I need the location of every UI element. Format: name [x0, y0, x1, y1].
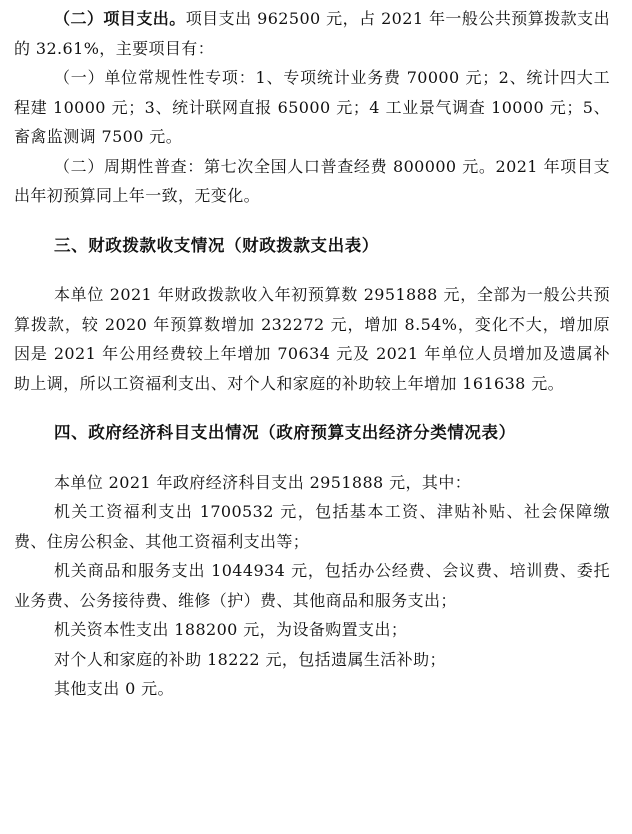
spacer: [14, 398, 610, 418]
capital-expenditure-paragraph: 机关资本性支出 188200 元，为设备购置支出；: [54, 620, 408, 639]
spacer: [14, 211, 610, 231]
project-expenditure-lead: （二）项目支出。: [54, 9, 186, 28]
wage-welfare-paragraph: 机关工资福利支出 1700532 元，包括基本工资、津贴补贴、社会保障缴费、住房公积金、其他工资福利支出等；: [14, 502, 610, 551]
other-expenditure-paragraph: 其他支出 0 元。: [54, 679, 174, 698]
section-4-heading: 四、政府经济科目支出情况（政府预算支出经济分类情况表）: [54, 423, 516, 442]
periodic-census-paragraph: （二）周期性普查：第七次全国人口普查经费 800000 元。2021 年项目支出年初预算同上年一致，无变化。: [14, 156, 610, 205]
economic-subject-summary: 本单位 2021 年政府经济科目支出 2951888 元，其中：: [54, 472, 472, 492]
goods-services-paragraph: 机关商品和服务支出 1044934 元，包括办公经费、会议费、培训费、委托业务费、公务接待费、维修（护）费、其他商品和服务支出；: [14, 561, 610, 610]
project-expenditure-paragraph: [14, 4, 610, 63]
regular-projects-paragraph: （一）单位常规性性专项：1、专项统计业务费 70000 元；2、统计四大工程建 10000 元；3、统计联网直报 65000 元；4 工业景气调查 10000 元；5、畜禽监测调 7500 元。: [14, 68, 610, 146]
section-3-heading: 三、财政拨款收支情况（财政拨款支出表）: [54, 235, 379, 255]
fiscal-allocation-paragraph: 本单位 2021 年财政拨款收入年初预算数 2951888 元，全部为一般公共预算拨款，较 2020 年预算数增加 232272 元，增加 8.54%，变化不大，增加原因是 2021 年公用经费较上年增加 70634 元及 2021 年单位人员增加及遗属补助上调，所以工资福利支出、对个人和家庭的补助较上年增加 161638 元。: [14, 285, 610, 393]
spacer: [14, 260, 610, 280]
project-expenditure-text: 项目支出 962500 元，占 2021 年一般公共预算拨款支出的 32.61%，主要项目有：: [14, 9, 610, 58]
spacer: [14, 448, 610, 468]
household-subsidy-paragraph: 对个人和家庭的补助 18222 元，包括遗属生活补助；: [54, 649, 446, 669]
